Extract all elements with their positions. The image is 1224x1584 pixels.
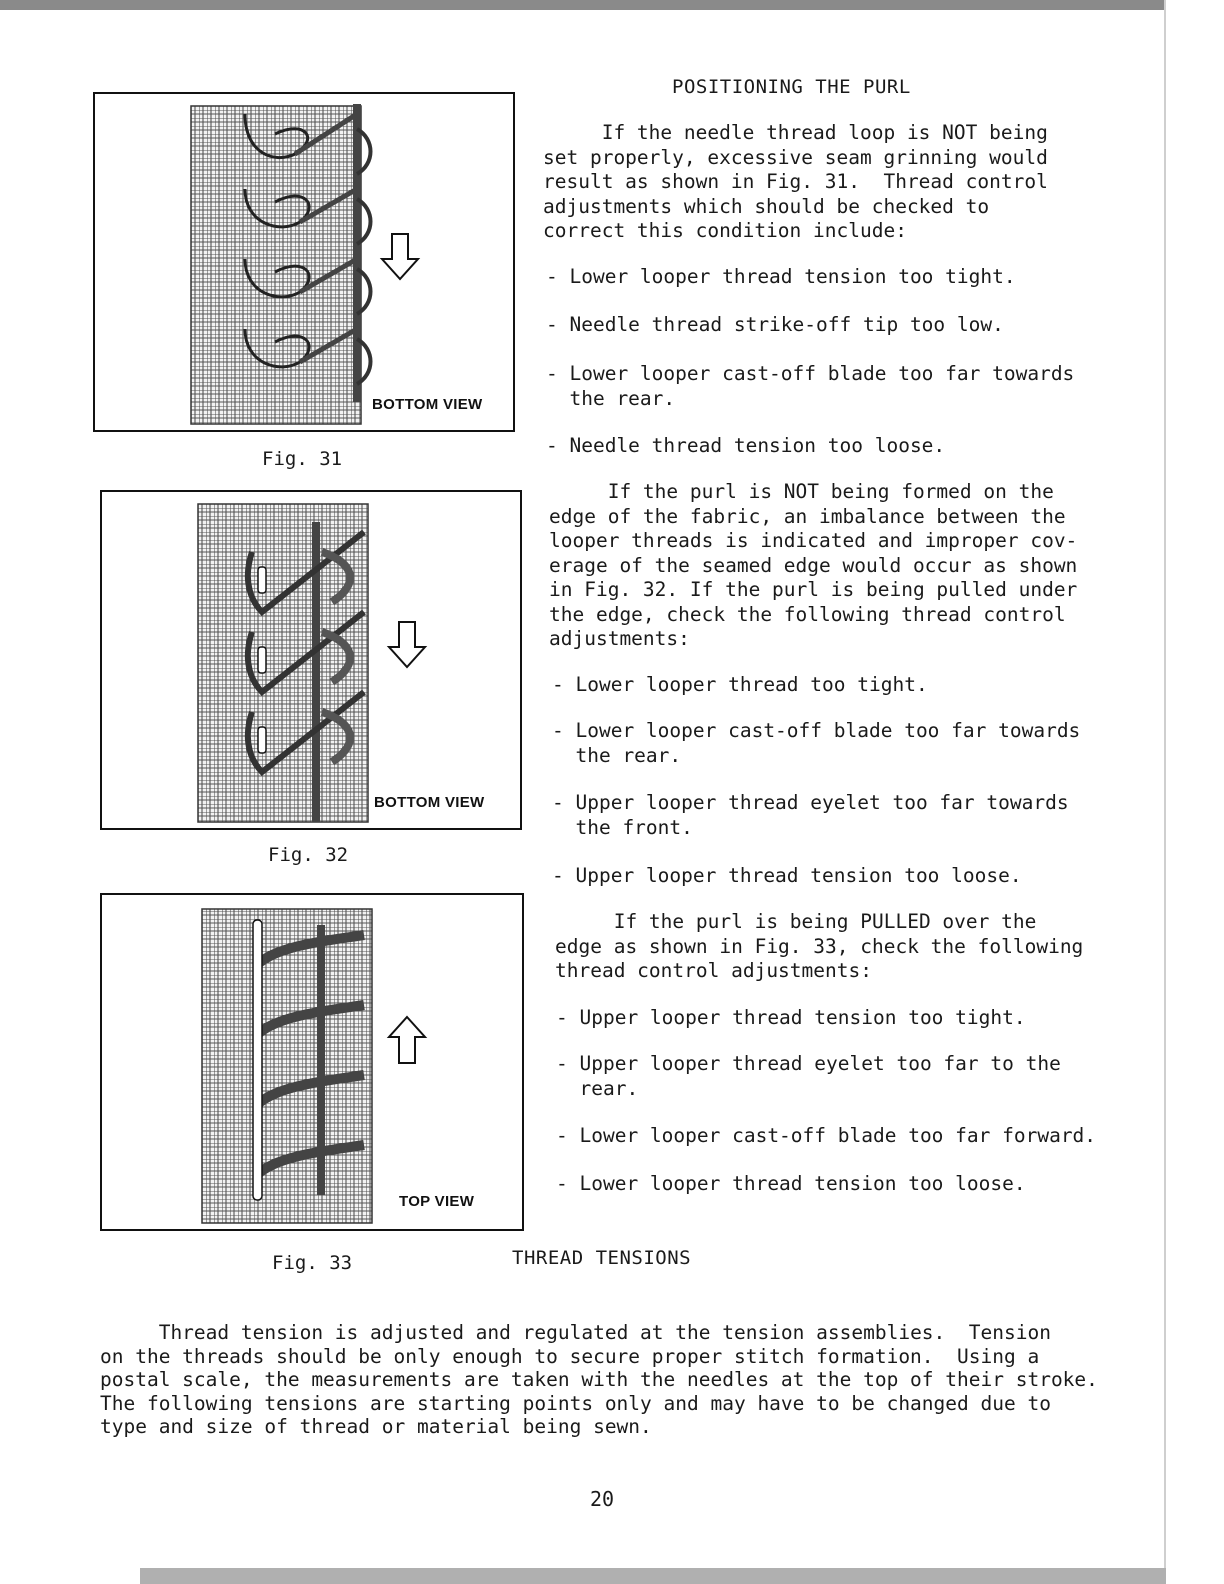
paragraph-thread-tensions: Thread tension is adjusted and regulated at the tension assemblies. Tension on the threads should be only enough to secure proper stitch formation. Using a postal scale, the measurements are taken with the needles at the top of their stroke. The following tensions are starting points only and may have to be changed due to type and size of thread or material being sewn. [100,1321,1098,1438]
up-arrow-icon [389,1017,425,1063]
down-arrow-icon [389,622,425,667]
list-item-1-2: - Needle thread strike-off tip too low. [546,313,1004,336]
list-item-1-3: - Lower looper cast-off blade too far towards the rear. [546,362,1075,410]
page-number: 20 [590,1487,615,1511]
scan-edge-right [1164,0,1224,1584]
list-item-2-4: - Upper looper thread tension too loose. [552,864,1022,887]
down-arrow-icon [382,234,418,279]
list-item-3-2: - Upper looper thread eyelet too far to the rear. [556,1052,1061,1100]
figure-33-view-label: TOP VIEW [399,1193,475,1210]
paragraph-intro-3: If the purl is being PULLED over the edge as shown in Fig. 33, check the following thread control adjustments: [555,910,1084,982]
figure-31-caption: Fig. 31 [262,448,343,470]
paragraph-intro-1: If the needle thread loop is NOT being set properly, excessive seam grinning would result as shown in Fig. 31. Thread control adjustments which should be checked to correct this condition include: [543,121,1048,242]
list-item-1-1: - Lower looper thread tension too tight. [546,265,1016,288]
scan-edge-top [0,0,1224,10]
section-title-positioning: POSITIONING THE PURL [672,76,911,98]
list-item-2-1: - Lower looper thread too tight. [552,673,928,696]
figure-31-illustration [95,94,513,430]
figure-31-view-label: BOTTOM VIEW [372,396,483,413]
list-item-2-3: - Upper looper thread eyelet too far towards the front. [552,791,1069,839]
scan-edge-bottom [140,1568,1166,1584]
list-item-3-1: - Upper looper thread tension too tight. [556,1006,1026,1029]
figure-33-illustration [102,895,522,1229]
figure-32-illustration [102,492,520,828]
figure-33 [100,893,524,1231]
figure-32-caption: Fig. 32 [268,844,349,866]
section-title-thread-tensions: THREAD TENSIONS [512,1247,692,1269]
list-item-3-3: - Lower looper cast-off blade too far forward. [556,1124,1097,1147]
figure-31 [93,92,515,432]
list-item-3-4: - Lower looper thread tension too loose. [556,1172,1026,1195]
figure-32-view-label: BOTTOM VIEW [374,794,485,811]
paragraph-intro-2: If the purl is NOT being formed on the edge of the fabric, an imbalance between the looper threads is indicated and improper cov- erage of the seamed edge would occur as shown in Fig. 32. If the purl is being pulled under the edge, check the following thread control adjustments: [549,480,1078,650]
figure-33-caption: Fig. 33 [272,1252,353,1274]
list-item-1-4: - Needle thread tension too loose. [546,434,946,457]
list-item-2-2: - Lower looper cast-off blade too far towards the rear. [552,719,1081,767]
figure-32 [100,490,522,830]
